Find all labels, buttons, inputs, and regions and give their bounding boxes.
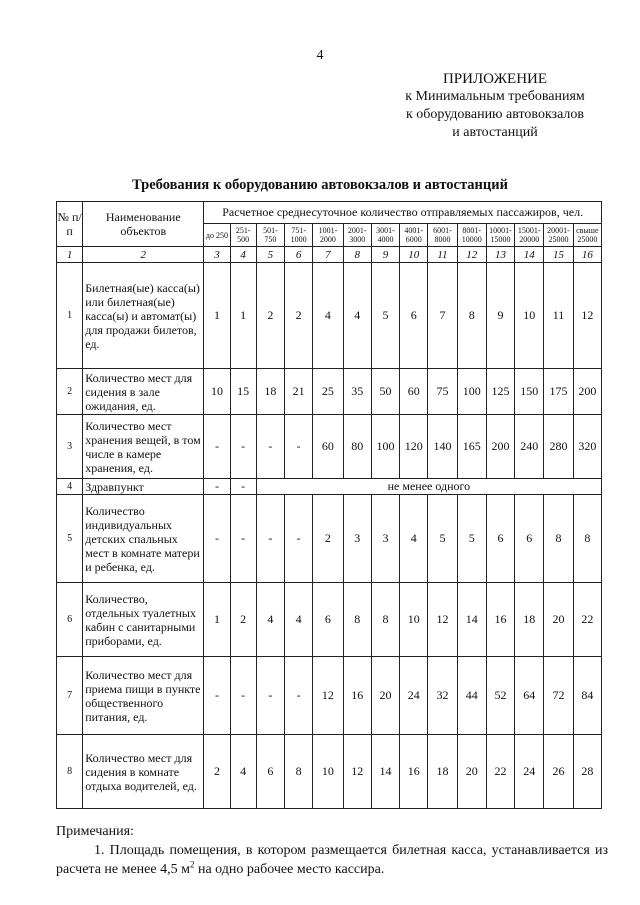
column-index: 14 <box>515 247 544 263</box>
header-range: 8001- 10000 <box>457 224 486 247</box>
appendix-header <box>380 70 610 142</box>
row-number: 6 <box>57 583 83 657</box>
row-value: 16 <box>343 657 371 735</box>
column-index: 7 <box>313 247 343 263</box>
row-value: 175 <box>544 369 573 415</box>
row-value: - <box>256 657 284 735</box>
row-number: 1 <box>57 263 83 369</box>
column-index: 8 <box>343 247 371 263</box>
row-value: 26 <box>544 735 573 809</box>
row-value: 2 <box>313 495 343 583</box>
row-value: 22 <box>573 583 601 657</box>
row-value: 240 <box>515 415 544 479</box>
row-value: 22 <box>486 735 514 809</box>
row-value: 8 <box>457 263 486 369</box>
row-name: Здравпункт <box>83 479 204 495</box>
row-name: Количество мест для сидения в зале ожидания, ед. <box>83 369 204 415</box>
table-row <box>57 657 602 735</box>
row-value: 4 <box>400 495 428 583</box>
row-value: 8 <box>285 735 313 809</box>
row-value: 140 <box>428 415 457 479</box>
row-number: 8 <box>57 735 83 809</box>
row-value: 2 <box>256 263 284 369</box>
row-value: 8 <box>371 583 399 657</box>
row-value: 5 <box>371 263 399 369</box>
column-index: 9 <box>371 247 399 263</box>
row-number: 2 <box>57 369 83 415</box>
header-range: 1001- 2000 <box>313 224 343 247</box>
row-value: 21 <box>285 369 313 415</box>
row-value: 2 <box>204 735 230 809</box>
column-index: 6 <box>285 247 313 263</box>
row-value: 6 <box>256 735 284 809</box>
row-value: 320 <box>573 415 601 479</box>
row-value: 20 <box>544 583 573 657</box>
column-index: 16 <box>573 247 601 263</box>
row-value: 10 <box>400 583 428 657</box>
header-range: свыше 25000 <box>573 224 601 247</box>
row-value: 3 <box>343 495 371 583</box>
row-value: 64 <box>515 657 544 735</box>
row-value: 11 <box>544 263 573 369</box>
row-value: 9 <box>486 263 514 369</box>
appendix-line-4: и автостанций <box>452 125 538 140</box>
row-value: - <box>230 415 256 479</box>
table-row <box>57 583 602 657</box>
row-value: 60 <box>313 415 343 479</box>
row-value: 50 <box>371 369 399 415</box>
appendix-line-2: к Минимальным требованиям <box>405 89 585 104</box>
row-value: 12 <box>343 735 371 809</box>
column-index: 1 <box>57 247 83 263</box>
row-value: 5 <box>457 495 486 583</box>
column-index: 13 <box>486 247 514 263</box>
row-value: 75 <box>428 369 457 415</box>
row-value: 6 <box>515 495 544 583</box>
row-value: 12 <box>428 583 457 657</box>
requirements-table <box>56 201 602 809</box>
index-row <box>57 247 602 263</box>
row-value: 20 <box>371 657 399 735</box>
row-value: - <box>230 479 256 495</box>
row-value: - <box>230 657 256 735</box>
note-text-end: на одно рабочее место кассира. <box>194 862 385 877</box>
row-value: 100 <box>457 369 486 415</box>
row-value: - <box>230 495 256 583</box>
row-name: Количество мест хранения вещей, в том числе в камере хранения, ед. <box>83 415 204 479</box>
row-value: - <box>256 415 284 479</box>
header-range: 251- 500 <box>230 224 256 247</box>
appendix-line-3: к оборудованию автовокзалов <box>405 107 585 122</box>
row-value: 8 <box>573 495 601 583</box>
column-index: 11 <box>428 247 457 263</box>
row-value: 2 <box>230 583 256 657</box>
header-range: до 250 <box>204 224 230 247</box>
header-range: 20001- 25000 <box>544 224 573 247</box>
row-value: 10 <box>515 263 544 369</box>
row-value: 18 <box>515 583 544 657</box>
row-value: 35 <box>343 369 371 415</box>
row-name: Количество мест для приема пищи в пункте общественного питания, ед. <box>83 657 204 735</box>
note-superscript: 2 <box>189 859 195 870</box>
row-value: 14 <box>457 583 486 657</box>
table-row <box>57 263 602 369</box>
row-value: - <box>204 479 230 495</box>
row-value: 4 <box>285 583 313 657</box>
row-value: 10 <box>204 369 230 415</box>
row-name: Количество мест для сидения в комнате отдыха водителей, ед. <box>83 735 204 809</box>
header-range: 2001- 3000 <box>343 224 371 247</box>
row-value: 5 <box>428 495 457 583</box>
row-value: 84 <box>573 657 601 735</box>
notes <box>56 822 608 879</box>
row-value: 100 <box>371 415 399 479</box>
row-value: 3 <box>371 495 399 583</box>
row-value: 200 <box>573 369 601 415</box>
row-span-value: не менее одного <box>256 479 601 495</box>
header-range: 6001- 8000 <box>428 224 457 247</box>
header-range: 3001- 4000 <box>371 224 399 247</box>
row-name: Билетная(ые) касса(ы) или билетная(ые) касса(ы) и автомат(ы) для продажи билетов, ед. <box>83 263 204 369</box>
row-value: 125 <box>486 369 514 415</box>
column-index: 3 <box>204 247 230 263</box>
row-value: 80 <box>343 415 371 479</box>
header-range: 15001- 20000 <box>515 224 544 247</box>
row-value: 150 <box>515 369 544 415</box>
row-value: 4 <box>313 263 343 369</box>
column-index: 5 <box>256 247 284 263</box>
row-name: Количество, отдельных туалетных кабин с санитарными приборами, ед. <box>83 583 204 657</box>
row-value: 6 <box>400 263 428 369</box>
row-value: - <box>204 495 230 583</box>
row-value: 4 <box>343 263 371 369</box>
row-value: 4 <box>230 735 256 809</box>
row-value: 6 <box>313 583 343 657</box>
row-value: 6 <box>486 495 514 583</box>
row-value: 16 <box>486 583 514 657</box>
header-range: 751- 1000 <box>285 224 313 247</box>
row-value: 165 <box>457 415 486 479</box>
row-value: 60 <box>400 369 428 415</box>
page-number: 4 <box>316 48 324 63</box>
header-row <box>57 202 602 224</box>
header-name: Наименование объектов <box>83 202 204 247</box>
row-value: 4 <box>256 583 284 657</box>
header-range: 10001- 15000 <box>486 224 514 247</box>
header-range: 4001- 6000 <box>400 224 428 247</box>
row-value: 16 <box>400 735 428 809</box>
row-value: 18 <box>256 369 284 415</box>
table-row <box>57 415 602 479</box>
row-value: 120 <box>400 415 428 479</box>
notes-title: Примечания: <box>56 824 134 839</box>
row-value: 24 <box>515 735 544 809</box>
row-value: - <box>204 415 230 479</box>
appendix-title: ПРИЛОЖЕНИЕ <box>442 71 548 87</box>
row-value: 28 <box>573 735 601 809</box>
row-value: 14 <box>371 735 399 809</box>
row-value: 52 <box>486 657 514 735</box>
table-row <box>57 495 602 583</box>
row-value: 1 <box>204 583 230 657</box>
column-index: 15 <box>544 247 573 263</box>
column-index: 4 <box>230 247 256 263</box>
row-value: 20 <box>457 735 486 809</box>
row-value: 25 <box>313 369 343 415</box>
row-value: 32 <box>428 657 457 735</box>
row-value: 10 <box>313 735 343 809</box>
row-value: 15 <box>230 369 256 415</box>
row-value: 72 <box>544 657 573 735</box>
row-value: 18 <box>428 735 457 809</box>
row-value: - <box>285 495 313 583</box>
note-text: 1. Площадь помещения, в котором размещается билетная касса, устанавливается из расчета не менее 4,5 м <box>56 843 608 877</box>
row-number: 5 <box>57 495 83 583</box>
header-number: № п/п <box>57 202 83 247</box>
row-value: - <box>256 495 284 583</box>
table-row <box>57 735 602 809</box>
column-index: 2 <box>83 247 204 263</box>
row-value: - <box>285 657 313 735</box>
row-value: 200 <box>486 415 514 479</box>
row-value: - <box>204 657 230 735</box>
row-value: 8 <box>544 495 573 583</box>
row-value: 7 <box>428 263 457 369</box>
header-passengers: Расчетное среднесуточное количество отправляемых пассажиров, чел. <box>204 202 602 224</box>
row-name: Количество индивидуальных детских спальных мест в комнате матери и ребенка, ед. <box>83 495 204 583</box>
row-value: 12 <box>573 263 601 369</box>
table-row <box>57 479 602 495</box>
note-item-1 <box>56 841 608 879</box>
column-index: 12 <box>457 247 486 263</box>
row-number: 3 <box>57 415 83 479</box>
row-value: 24 <box>400 657 428 735</box>
row-value: 280 <box>544 415 573 479</box>
row-value: 1 <box>230 263 256 369</box>
row-value: 1 <box>204 263 230 369</box>
header-range: 501- 750 <box>256 224 284 247</box>
row-number: 7 <box>57 657 83 735</box>
table-row <box>57 369 602 415</box>
row-value: 12 <box>313 657 343 735</box>
row-value: - <box>285 415 313 479</box>
row-value: 8 <box>343 583 371 657</box>
row-value: 2 <box>285 263 313 369</box>
document-title: Требования к оборудованию автовокзалов и автостанций <box>132 177 508 193</box>
row-value: 44 <box>457 657 486 735</box>
row-number: 4 <box>57 479 83 495</box>
column-index: 10 <box>400 247 428 263</box>
